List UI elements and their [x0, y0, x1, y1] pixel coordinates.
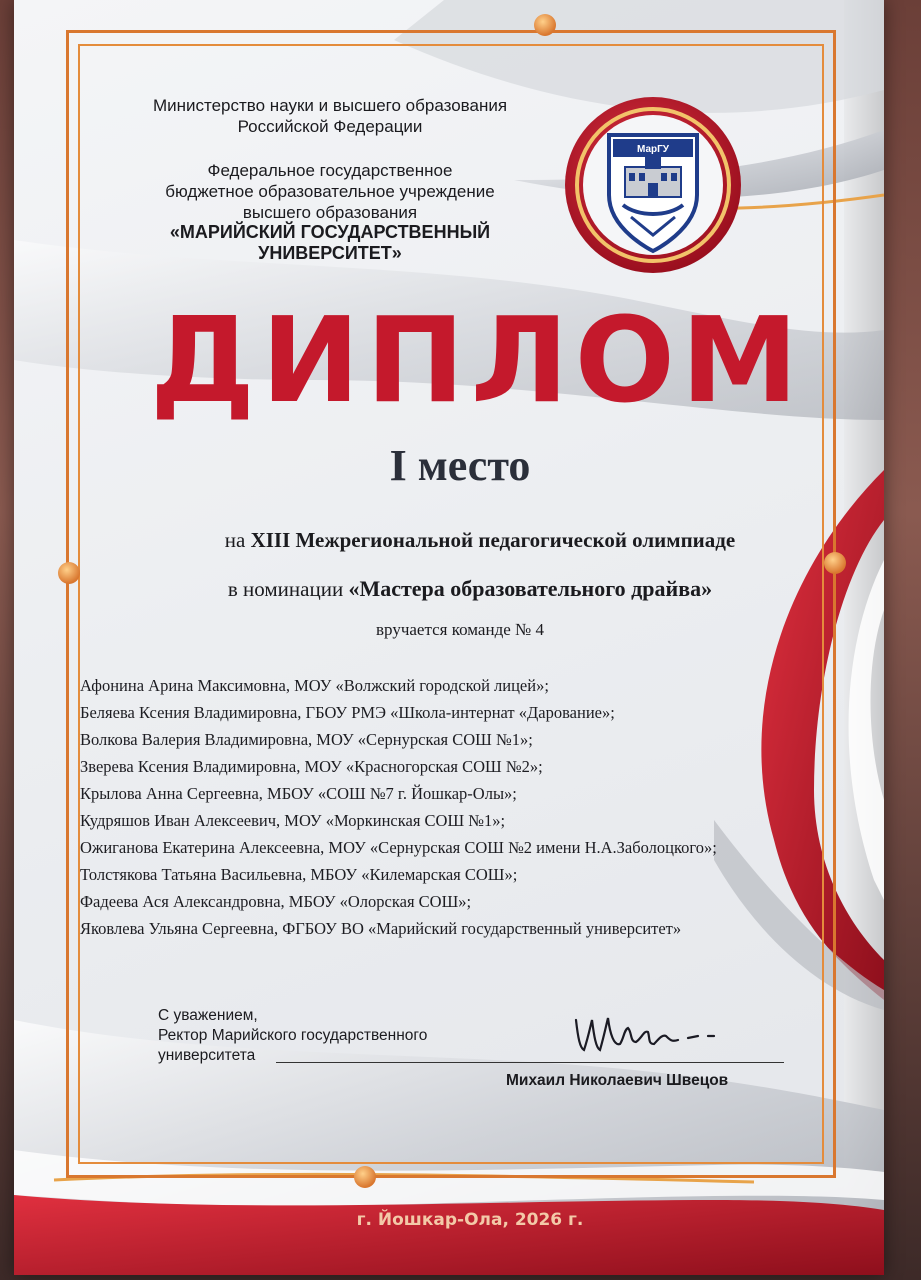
handwritten-signature: [568, 1008, 728, 1058]
award-place: I место: [389, 441, 531, 490]
awarded-to: вручается команде № 4: [376, 620, 544, 639]
frame-ornament-top: [534, 14, 556, 36]
frame-ornament-bottom: [354, 1166, 376, 1188]
olympiad-prefix: на: [224, 528, 246, 552]
signature-position-2: университета: [158, 1047, 256, 1064]
participant-item: Кудряшов Иван Алексеевич, МОУ «Моркинская СОШ №1»;: [80, 811, 506, 830]
participant-item: Фадеева Ася Александровна, МБОУ «Олорская СОШ»;: [80, 892, 472, 911]
participant-item: Волкова Валерия Владимировна, МОУ «Сернурская СОШ №1»;: [80, 730, 533, 749]
participant-item: Крылова Анна Сергеевна, МБОУ «СОШ №7 г. Йошкар-Олы»;: [80, 784, 517, 803]
olympiad-name: XIII Межрегиональной педагогической олимпиаде: [250, 528, 736, 552]
institution-line-3: высшего образования: [242, 203, 418, 222]
signature-position-1: Ректор Марийского государственного: [158, 1027, 428, 1044]
participant-item: Ожиганова Екатерина Алексеевна, МОУ «Сернурская СОШ №2 имени Н.А.Заболоцкого»;: [80, 838, 717, 857]
ministry-line-2: Российской Федерации: [237, 117, 423, 136]
nomination-line: [100, 576, 840, 602]
rector-name: Михаил Николаевич Швецов: [506, 1072, 729, 1089]
university-name-line-1: «МАРИЙСКИЙ ГОСУДАРСТВЕННЫЙ: [169, 222, 491, 242]
university-name-line-2: УНИВЕРСИТЕТ»: [258, 243, 402, 263]
frame-ornament-left: [58, 562, 80, 584]
nomination-name: «Мастера образовательного драйва»: [348, 576, 713, 601]
university-emblem-icon: [548, 80, 758, 290]
nomination-prefix: в номинации: [227, 577, 344, 601]
participant-item: Афонина Арина Максимовна, МОУ «Волжский городской лицей»;: [80, 676, 549, 695]
institution-line-1: Федеральное государственное: [207, 161, 453, 180]
signature-line: [276, 1062, 784, 1063]
participant-item: Зверева Ксения Владимировна, МОУ «Красногорская СОШ №2»;: [80, 757, 543, 776]
city-year: г. Йошкар-Ола, 2026 г.: [356, 1210, 584, 1230]
participant-item: Толстякова Татьяна Васильевна, МБОУ «Килемарская СОШ»;: [80, 865, 518, 884]
seal-label: МарГУ: [636, 144, 670, 155]
olympiad-line: [100, 528, 860, 553]
signature-greeting: С уважением,: [158, 1007, 258, 1024]
frame-ornament-right: [824, 552, 846, 574]
diploma-title: ДИПЛОМ: [150, 291, 805, 429]
ministry-line-1: Министерство науки и высшего образования: [152, 96, 508, 115]
institution-line-2: бюджетное образовательное учреждение: [165, 182, 495, 201]
participant-item: Беляева Ксения Владимировна, ГБОУ РМЭ «Школа-интернат «Дарование»;: [80, 703, 615, 722]
university-seal: [548, 80, 758, 290]
signature-block: [158, 1006, 427, 1066]
participant-item: Яковлева Ульяна Сергеевна, ФГБОУ ВО «Марийский государственный университет»: [80, 919, 682, 938]
participants-list: [80, 672, 870, 942]
